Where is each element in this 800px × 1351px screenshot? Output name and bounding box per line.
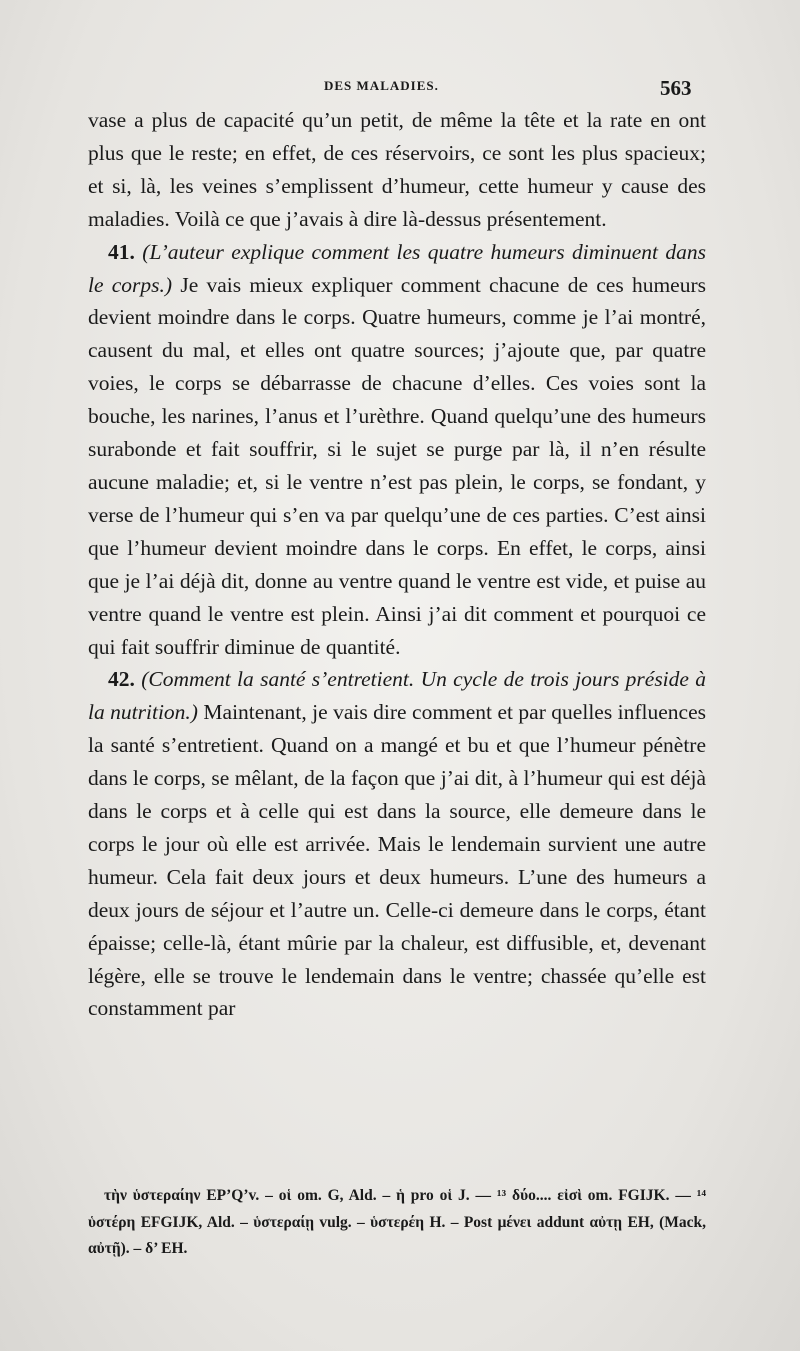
section-41 — [88, 236, 706, 664]
section-text: Maintenant, je vais dire comment et par quelles influences la santé s’entretient. Quand on a mangé et bu et que l’humeur pénètre dans le corps, se mêlant, de la façon que j’ai dit, à l’humeur qui est déjà dans le corps et à celle qui est dans la source, elle demeure dans le corps le jour où elle est arrivée. Mais le lendemain survient une autre humeur. Cela fait deux jours et deux humeurs. L’une des humeurs a deux jours de séjour et l’autre un. Celle-ci demeure dans le corps, étant épaisse; celle-là, étant mûrie par la chaleur, est diffusible, et, devenant légère, elle se trouve le lendemain dans le ventre; chassée qu’elle est constamment par — [88, 700, 706, 1021]
footnotes — [88, 1183, 706, 1263]
running-title: DES MALADIES. — [324, 78, 439, 93]
page-number: 563 — [660, 76, 692, 100]
paragraph-continuation: vase a plus de capacité qu’un petit, de même la tête et la rate en ont plus que le reste; en effet, de ces réservoirs, ce sont les plus spacieux; et si, là, les veines s’emplissent d’humeur, cette humeur y cause des maladies. Voilà ce que j’avais à dire là-dessus présentement. — [88, 108, 706, 231]
section-text: Je vais mieux expliquer comment chacune de ces humeurs devient moindre dans le corps. Quatre humeurs, comme je l’ai montré, causent du mal, et elles ont quatre sources; j’ajoute que, par quatre voies, le corps se débarrasse de chacune d’elles. Ces voies sont la bouche, les narines, l’anus et l’urèthre. Quand quelqu’une des humeurs surabonde et fait souffrir, si le sujet se purge par là, il n’en résulte aucune maladie; et, si le ventre n’est pas plein, le corps, se fondant, y verse de l’humeur qui s’en va par quelqu’une de ces parties. C’est ainsi que l’humeur devient moindre dans le corps. En effet, le corps, ainsi que je l’ai déjà dit, donne au ventre quand le ventre est vide, et puise au ventre quand le ventre est plein. Ainsi j’ai dit comment et pourquoi ce qui fait souffrir diminue de quantité. — [88, 272, 706, 659]
section-number: 42. — [108, 667, 135, 692]
section-rubric: (L’auteur explique comment les quatre humeurs diminuent dans le corps.) — [88, 239, 706, 297]
footnote-text: τὴν ὑστεραίην EP’Q’v. – οἱ om. G, Ald. – ἡ pro οἱ J. — ¹³ δύο.... εἰσὶ om. FGIJK. — ¹⁴ ὑστέρη EFGIJK, Ald. – ὑστεραίῃ vulg. – ὑστερέη H. – Post μένει addunt αὐτῃ EH, (Mack, αὐτῇ). – δ’ EH. — [88, 1187, 706, 1257]
section-rubric: (Comment la santé s’entretient. Un cycle de trois jours préside à la nutrition.) — [88, 667, 707, 725]
section-number: 41. — [108, 239, 135, 264]
section-42 — [88, 663, 706, 1025]
main-text — [88, 104, 706, 1025]
running-head — [0, 76, 800, 100]
